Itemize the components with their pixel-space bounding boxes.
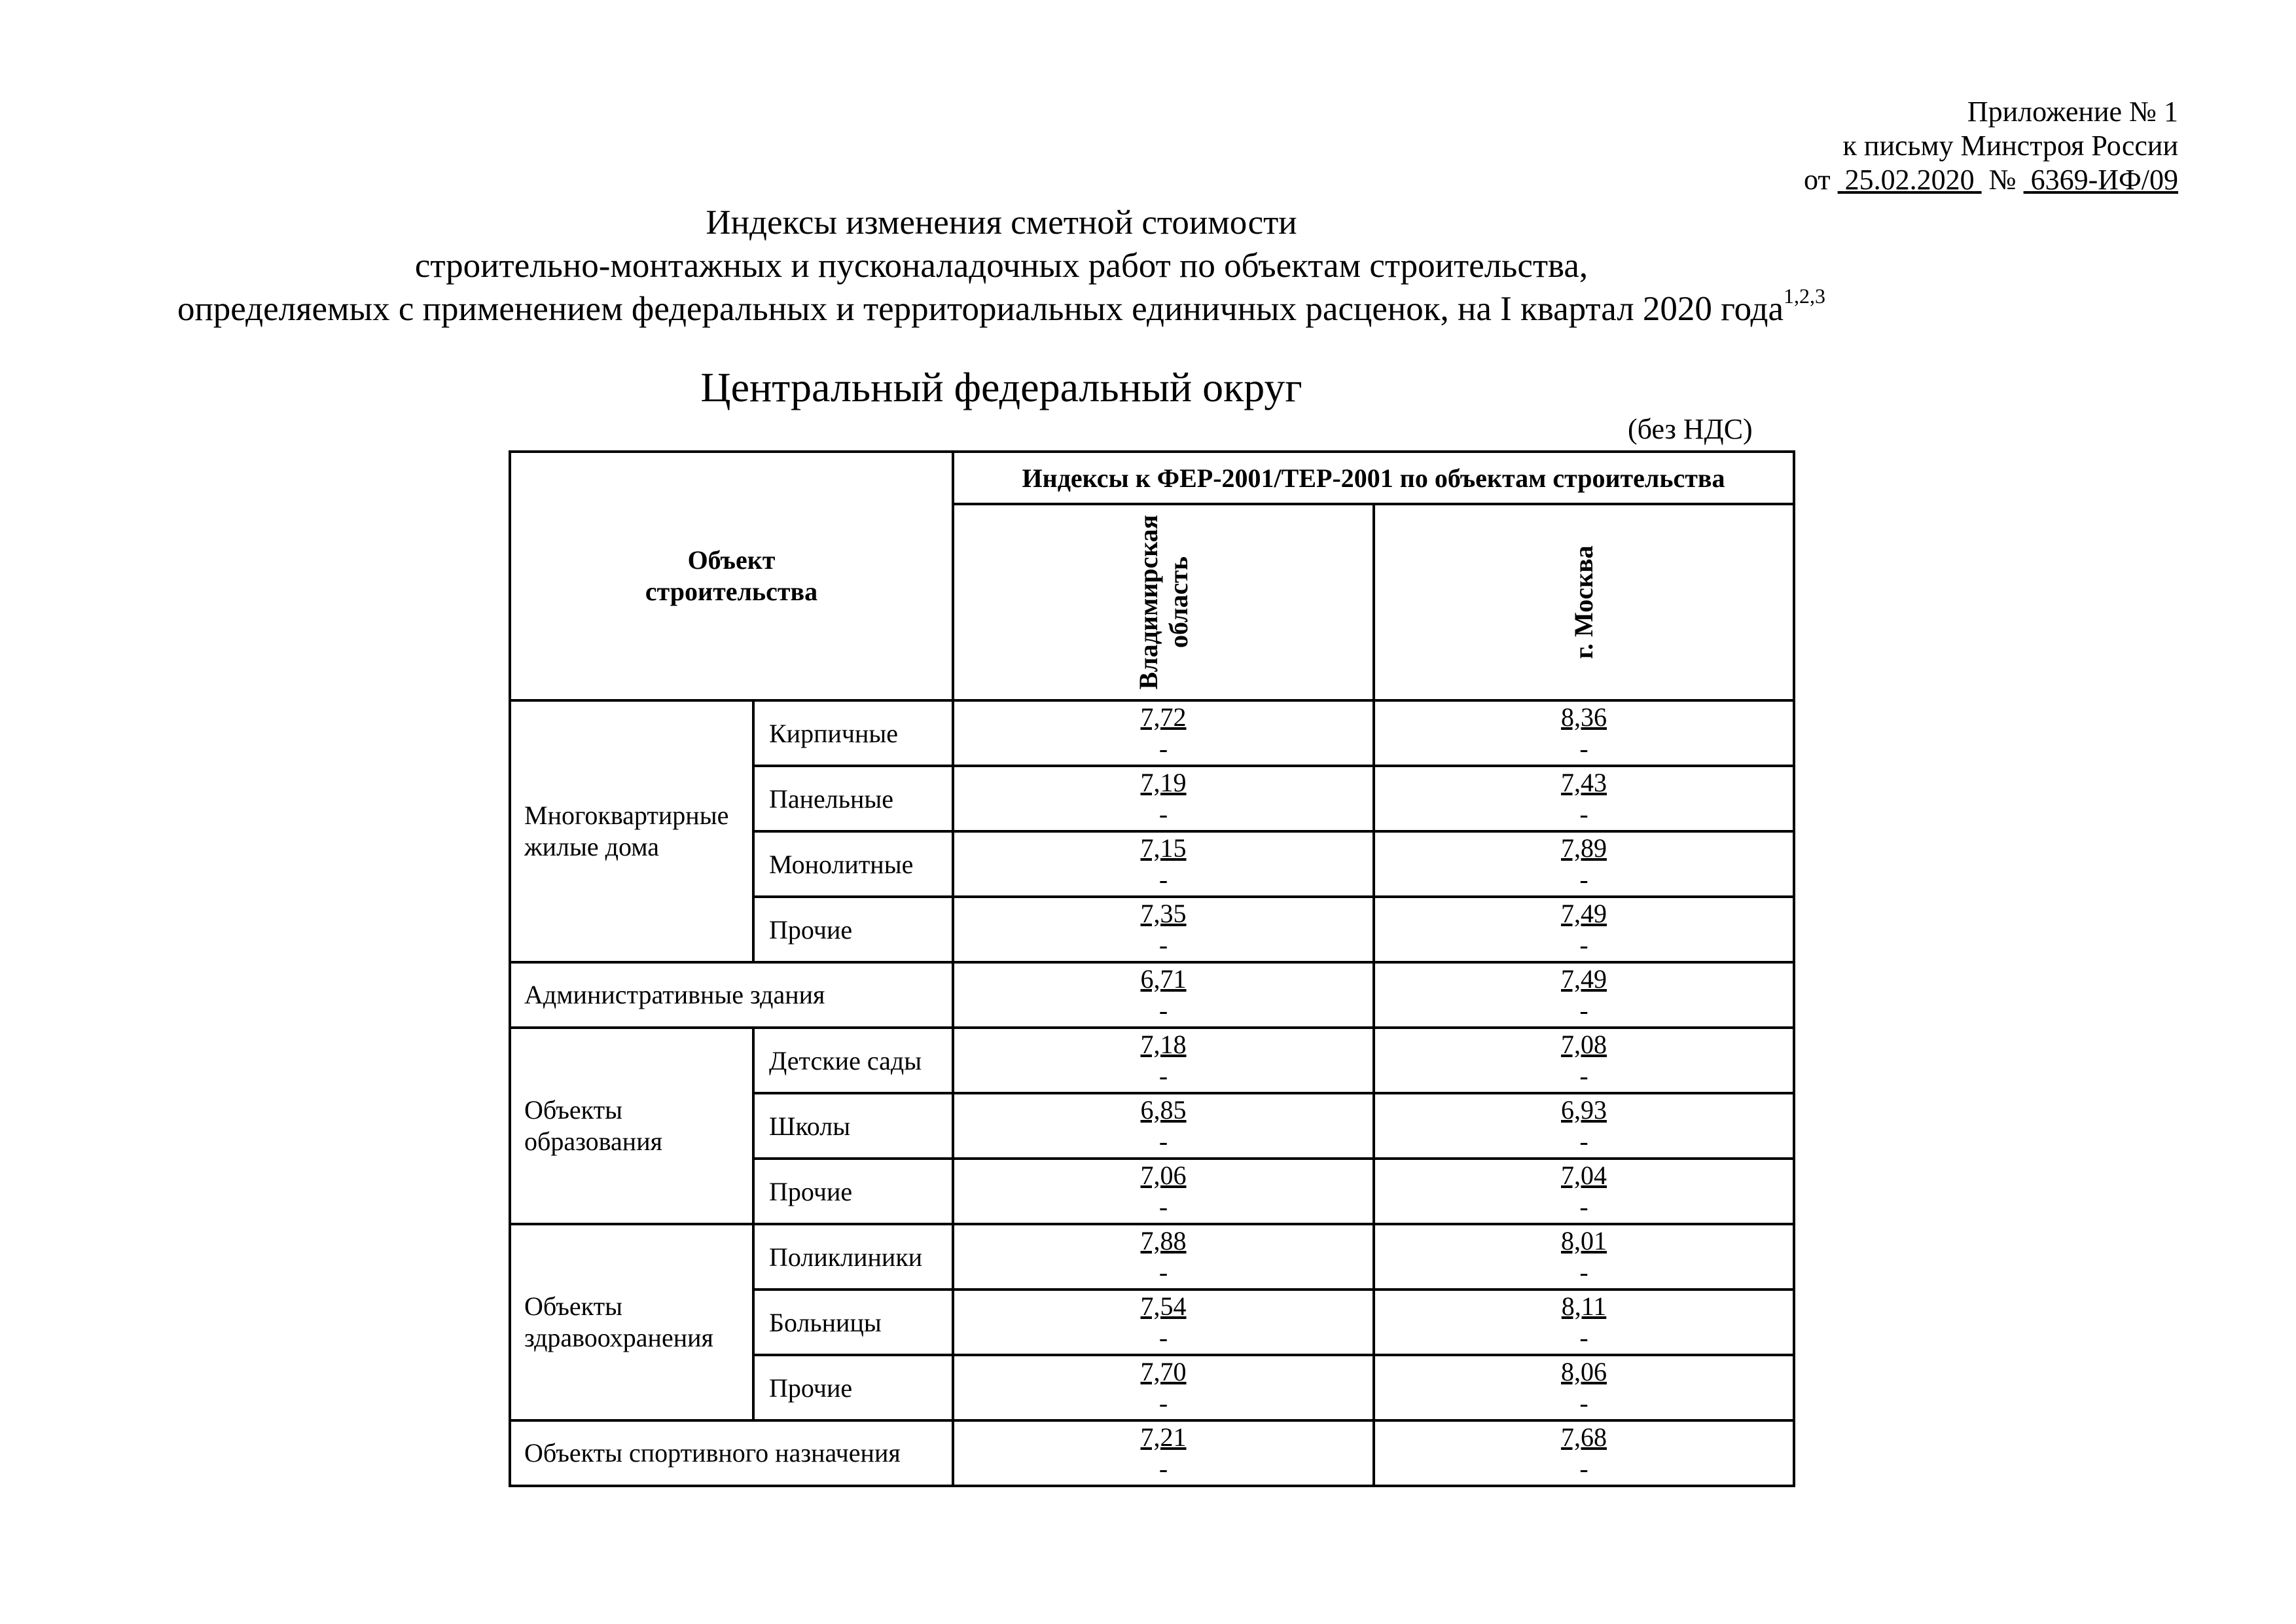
index-secondary-value: - xyxy=(1158,734,1168,763)
appendix-date: 25.02.2020 xyxy=(1844,164,1975,196)
header-region-vladimir xyxy=(953,504,1374,700)
index-value: 7,89 xyxy=(1561,833,1607,863)
index-secondary-value: - xyxy=(1158,1061,1168,1091)
subcategory-cell: Школы xyxy=(753,1093,953,1159)
index-value-cell xyxy=(1374,1224,1794,1290)
category-cell: Объекты здравоохранения xyxy=(510,1224,753,1420)
index-value-cell xyxy=(1374,700,1794,766)
index-value-cell xyxy=(953,1093,1374,1159)
index-value: 6,93 xyxy=(1561,1095,1607,1125)
index-secondary-value: - xyxy=(1158,1127,1168,1156)
region-label: Владимирская область xyxy=(1133,514,1193,690)
table-row xyxy=(510,1224,1794,1290)
index-value-cell xyxy=(1374,1355,1794,1420)
index-value: 7,49 xyxy=(1561,964,1607,994)
subcategory-cell: Поликлиники xyxy=(753,1224,953,1290)
appendix-from-prefix: от xyxy=(1803,164,1831,196)
index-value: 7,54 xyxy=(1140,1291,1187,1321)
index-value-cell xyxy=(953,1159,1374,1224)
index-value-cell xyxy=(953,1420,1374,1486)
index-secondary-value: - xyxy=(1579,865,1588,894)
subcategory-cell: Прочие xyxy=(753,1159,953,1224)
table-row xyxy=(510,700,1794,766)
table-row xyxy=(510,962,1794,1028)
subcategory-cell: Панельные xyxy=(753,766,953,831)
index-value: 8,06 xyxy=(1561,1357,1607,1386)
index-value-cell xyxy=(953,831,1374,897)
index-value-cell xyxy=(953,962,1374,1028)
index-value: 7,19 xyxy=(1140,768,1187,797)
index-value: 7,18 xyxy=(1140,1030,1187,1059)
index-value: 7,08 xyxy=(1561,1030,1607,1059)
index-value-cell xyxy=(1374,831,1794,897)
category-cell: Объекты образования xyxy=(510,1028,753,1224)
index-value-cell xyxy=(953,766,1374,831)
index-value-cell xyxy=(953,1290,1374,1355)
index-secondary-value: - xyxy=(1579,799,1588,829)
index-secondary-value: - xyxy=(1579,1061,1588,1091)
appendix-number-prefix: № xyxy=(1988,164,2017,196)
index-value: 7,06 xyxy=(1140,1161,1187,1190)
category-cell: Объекты спортивного назначения xyxy=(510,1420,953,1486)
index-value-cell xyxy=(953,700,1374,766)
index-value: 7,21 xyxy=(1140,1422,1187,1452)
index-value-cell xyxy=(953,1355,1374,1420)
index-value: 7,88 xyxy=(1140,1226,1187,1255)
index-secondary-value: - xyxy=(1158,1257,1168,1287)
index-value-cell xyxy=(1374,1028,1794,1093)
document-title xyxy=(0,201,2003,331)
index-secondary-value: - xyxy=(1579,734,1588,763)
index-secondary-value: - xyxy=(1579,1127,1588,1156)
index-value: 8,01 xyxy=(1561,1226,1607,1255)
index-value-cell xyxy=(1374,1290,1794,1355)
appendix-block xyxy=(1655,95,2178,197)
index-value: 7,15 xyxy=(1140,833,1187,863)
header-object: Объект строительства xyxy=(510,452,953,700)
index-value-cell xyxy=(1374,766,1794,831)
title-line3: определяемых с применением федеральных и территориальных единичных расценок, на I квартал 2020 года$^{1,2,3}$ xyxy=(177,284,1826,328)
index-value: 7,43 xyxy=(1561,768,1607,797)
index-value-cell xyxy=(1374,1159,1794,1224)
index-secondary-value: - xyxy=(1158,996,1168,1025)
index-value-cell xyxy=(953,897,1374,962)
title-line2: строительно-монтажных и пусконаладочных работ по объектам строительства, xyxy=(414,247,1588,285)
index-value-cell xyxy=(953,1028,1374,1093)
appendix-number: 6369-ИФ/09 xyxy=(2030,164,2178,196)
index-value-cell xyxy=(953,1224,1374,1290)
index-value: 7,72 xyxy=(1140,702,1187,732)
header-region-moscow xyxy=(1374,504,1794,700)
subcategory-cell: Кирпичные xyxy=(753,700,953,766)
vat-note: (без НДС) xyxy=(1628,413,1753,445)
index-secondary-value: - xyxy=(1579,930,1588,960)
title-line1: Индексы изменения сметной стоимости xyxy=(706,204,1297,242)
index-secondary-value: - xyxy=(1579,1454,1588,1483)
index-secondary-value: - xyxy=(1158,799,1168,829)
table-row xyxy=(510,1420,1794,1486)
index-value: 7,35 xyxy=(1140,899,1187,928)
index-value-cell xyxy=(1374,897,1794,962)
index-value: 6,71 xyxy=(1140,964,1187,994)
header-indices: Индексы к ФЕР-2001/ТЕР-2001 по объектам строительства xyxy=(953,452,1794,504)
index-value: 7,70 xyxy=(1140,1357,1187,1386)
index-secondary-value: - xyxy=(1579,1257,1588,1287)
index-value: 6,85 xyxy=(1140,1095,1187,1125)
index-secondary-value: - xyxy=(1158,1454,1168,1483)
table-row xyxy=(510,1028,1794,1093)
index-value: 7,04 xyxy=(1561,1161,1607,1190)
appendix-line2: к письму Минстроя России xyxy=(1842,130,2178,162)
category-cell: Многоквартирные жилые дома xyxy=(510,700,753,962)
region-label: г. Москва xyxy=(1569,545,1599,659)
index-secondary-value: - xyxy=(1158,1192,1168,1221)
indices-table xyxy=(509,450,1795,1487)
title-footnotes: 1,2,3 xyxy=(1784,284,1826,308)
appendix-line3 xyxy=(1655,163,2178,197)
index-value: 8,36 xyxy=(1561,702,1607,732)
index-value: 8,11 xyxy=(1561,1291,1607,1321)
appendix-line1: Приложение № 1 xyxy=(1967,96,2178,128)
index-secondary-value: - xyxy=(1158,930,1168,960)
index-secondary-value: - xyxy=(1579,1323,1588,1352)
category-cell: Административные здания xyxy=(510,962,953,1028)
index-value: 7,49 xyxy=(1561,899,1607,928)
region-heading: Центральный федеральный округ xyxy=(700,364,1302,410)
subcategory-cell: Больницы xyxy=(753,1290,953,1355)
index-secondary-value: - xyxy=(1158,1388,1168,1418)
subcategory-cell: Прочие xyxy=(753,1355,953,1420)
subcategory-cell: Детские сады xyxy=(753,1028,953,1093)
index-secondary-value: - xyxy=(1579,1388,1588,1418)
index-secondary-value: - xyxy=(1579,996,1588,1025)
index-secondary-value: - xyxy=(1579,1192,1588,1221)
index-value-cell xyxy=(1374,962,1794,1028)
index-secondary-value: - xyxy=(1158,865,1168,894)
subcategory-cell: Прочие xyxy=(753,897,953,962)
index-secondary-value: - xyxy=(1158,1323,1168,1352)
index-value: 7,68 xyxy=(1561,1422,1607,1452)
index-value-cell xyxy=(1374,1093,1794,1159)
index-value-cell xyxy=(1374,1420,1794,1486)
subcategory-cell: Монолитные xyxy=(753,831,953,897)
